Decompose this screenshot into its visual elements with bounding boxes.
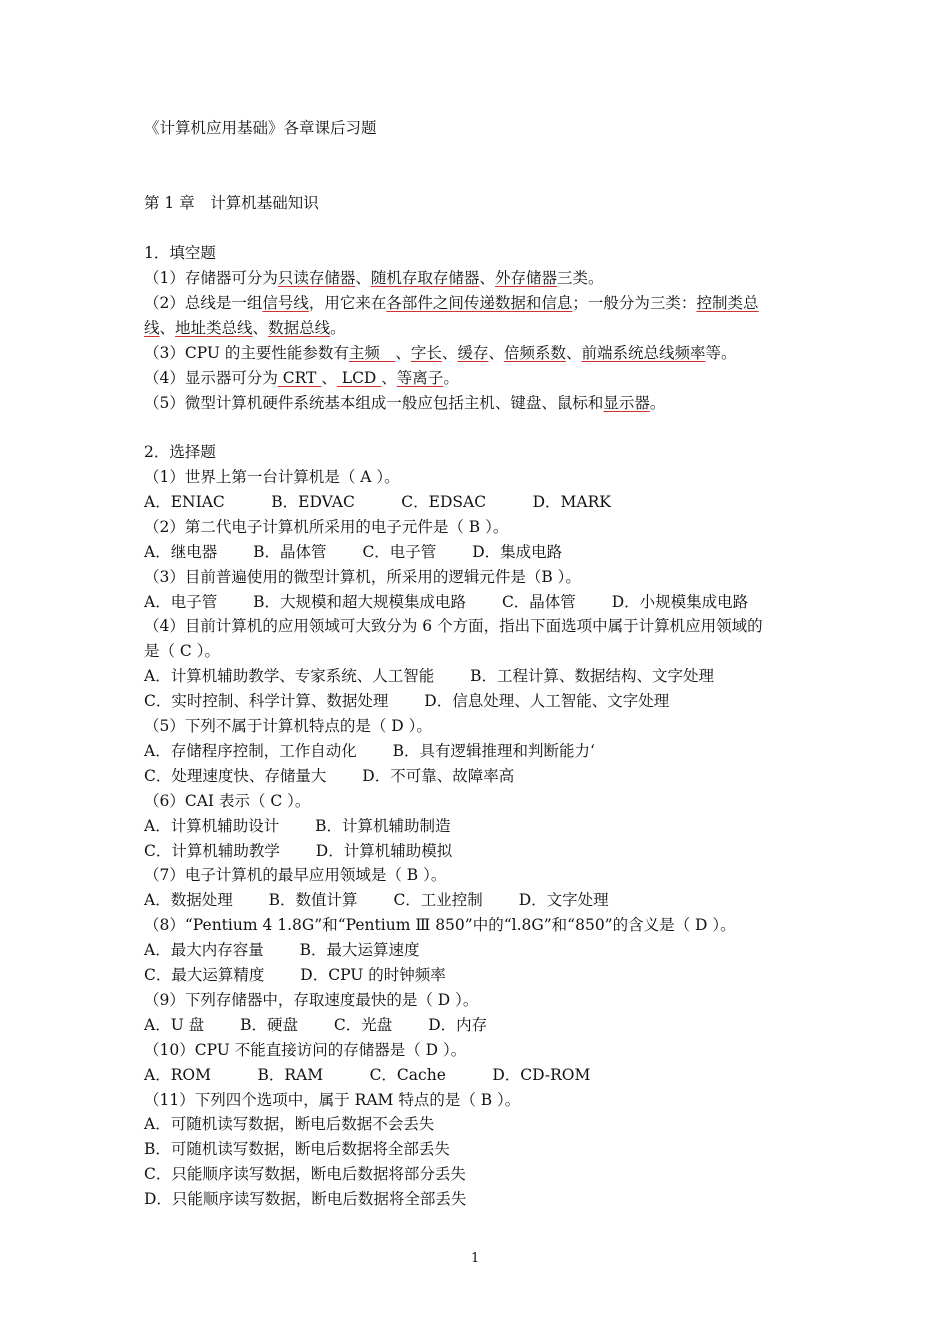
fill-question-4: （4）显示器可分为 CRT 、 LCD 、等离子。 [144, 369, 459, 387]
document-title: 《计算机应用基础》各章课后习题 [144, 119, 377, 137]
choice-line: A．电子管 B．大规模和超大规模集成电路 C．晶体管 D．小规模集成电路 [144, 593, 749, 611]
choice-line: （5）下列不属于计算机特点的是（ D ）。 [144, 717, 432, 735]
choice-line: A．计算机辅助教学、专家系统、人工智能 B．工程计算、数据结构、文字处理 [144, 667, 715, 685]
choice-heading: 2．选择题 [144, 443, 216, 461]
choice-line: A．U 盘 B．硬盘 C．光盘 D．内存 [144, 1016, 488, 1034]
choice-line: （1）世界上第一台计算机是（ A ）。 [144, 468, 400, 486]
fill-question-2-continued: 线、地址类总线、数据总线。 [144, 319, 346, 337]
choice-line: D．只能顺序读写数据，断电后数据将全部丢失 [144, 1190, 467, 1208]
choice-line: （8）“Pentium 4 1.8G”和“Pentium Ⅲ 850”中的“l.8G”和“850”的含义是（ D ）。 [144, 916, 736, 934]
page-number: 1 [471, 1251, 480, 1266]
choice-line: C．处理速度快、存储量大 D．不可靠、故障率高 [144, 767, 515, 785]
choice-line: A．继电器 B．晶体管 C．电子管 D．集成电路 [144, 543, 563, 561]
choice-line: C．计算机辅助教学 D．计算机辅助模拟 [144, 842, 453, 860]
choice-line: A．最大内存容量 B．最大运算速度 [144, 941, 420, 959]
fill-question-1: （1）存储器可分为只读存储器、随机存取存储器、外存储器三类。 [144, 269, 604, 287]
choice-line: A．计算机辅助设计 B．计算机辅助制造 [144, 817, 451, 835]
choice-line: A．ROM B．RAM C．Cache D．CD-ROM [144, 1066, 591, 1084]
fill-question-2: （2）总线是一组信号线，用它来在各部件之间传递数据和信息；一般分为三类：控制类总 [144, 294, 759, 312]
choice-line: C．最大运算精度 D．CPU 的时钟频率 [144, 966, 446, 984]
choice-line: （10）CPU 不能直接访问的存储器是（ D ）。 [144, 1041, 467, 1059]
choice-line: A．数据处理 B．数值计算 C．工业控制 D．文字处理 [144, 891, 609, 909]
choice-line: （2）第二代电子计算机所采用的电子元件是（ B ）。 [144, 518, 509, 536]
choice-line: C．实时控制、科学计算、数据处理 D．信息处理、人工智能、文字处理 [144, 692, 670, 710]
choice-line: A．可随机读写数据，断电后数据不会丢失 [144, 1115, 435, 1133]
choice-line: （9）下列存储器中，存取速度最快的是（ D ）。 [144, 991, 479, 1009]
fill-question-3: （3）CPU 的主要性能参数有主频 、字长、缓存、倍频系数、前端系统总线频率等。 [144, 344, 737, 362]
choice-line: A．ENIAC B．EDVAC C．EDSAC D．MARK [144, 493, 611, 511]
choice-line: 是（ C ）。 [144, 642, 220, 660]
choice-line: （4）目前计算机的应用领域可大致分为 6 个方面，指出下面选项中属于计算机应用领域的 [144, 617, 763, 635]
choice-line: B．可随机读写数据，断电后数据将全部丢失 [144, 1140, 450, 1158]
choice-line: A．存储程序控制，工作自动化 B．具有逻辑推理和判断能力‘ [144, 742, 595, 760]
fill-question-5: （5）微型计算机硬件系统基本组成一般应包括主机、键盘、鼠标和显示器。 [144, 394, 666, 412]
choice-line: （6）CAI 表示（ C ）。 [144, 792, 311, 810]
chapter-heading: 第 1 章 计算机基础知识 [144, 194, 319, 212]
fill-heading: 1．填空题 [144, 244, 216, 262]
choice-line: （11）下列四个选项中，属于 RAM 特点的是（ B ）。 [144, 1091, 521, 1109]
choice-line: （3）目前普遍使用的微型计算机，所采用的逻辑元件是（B ）。 [144, 568, 581, 586]
choice-line: （7）电子计算机的最早应用领域是（ B ）。 [144, 866, 447, 884]
choice-line: C．只能顺序读写数据，断电后数据将部分丢失 [144, 1165, 466, 1183]
